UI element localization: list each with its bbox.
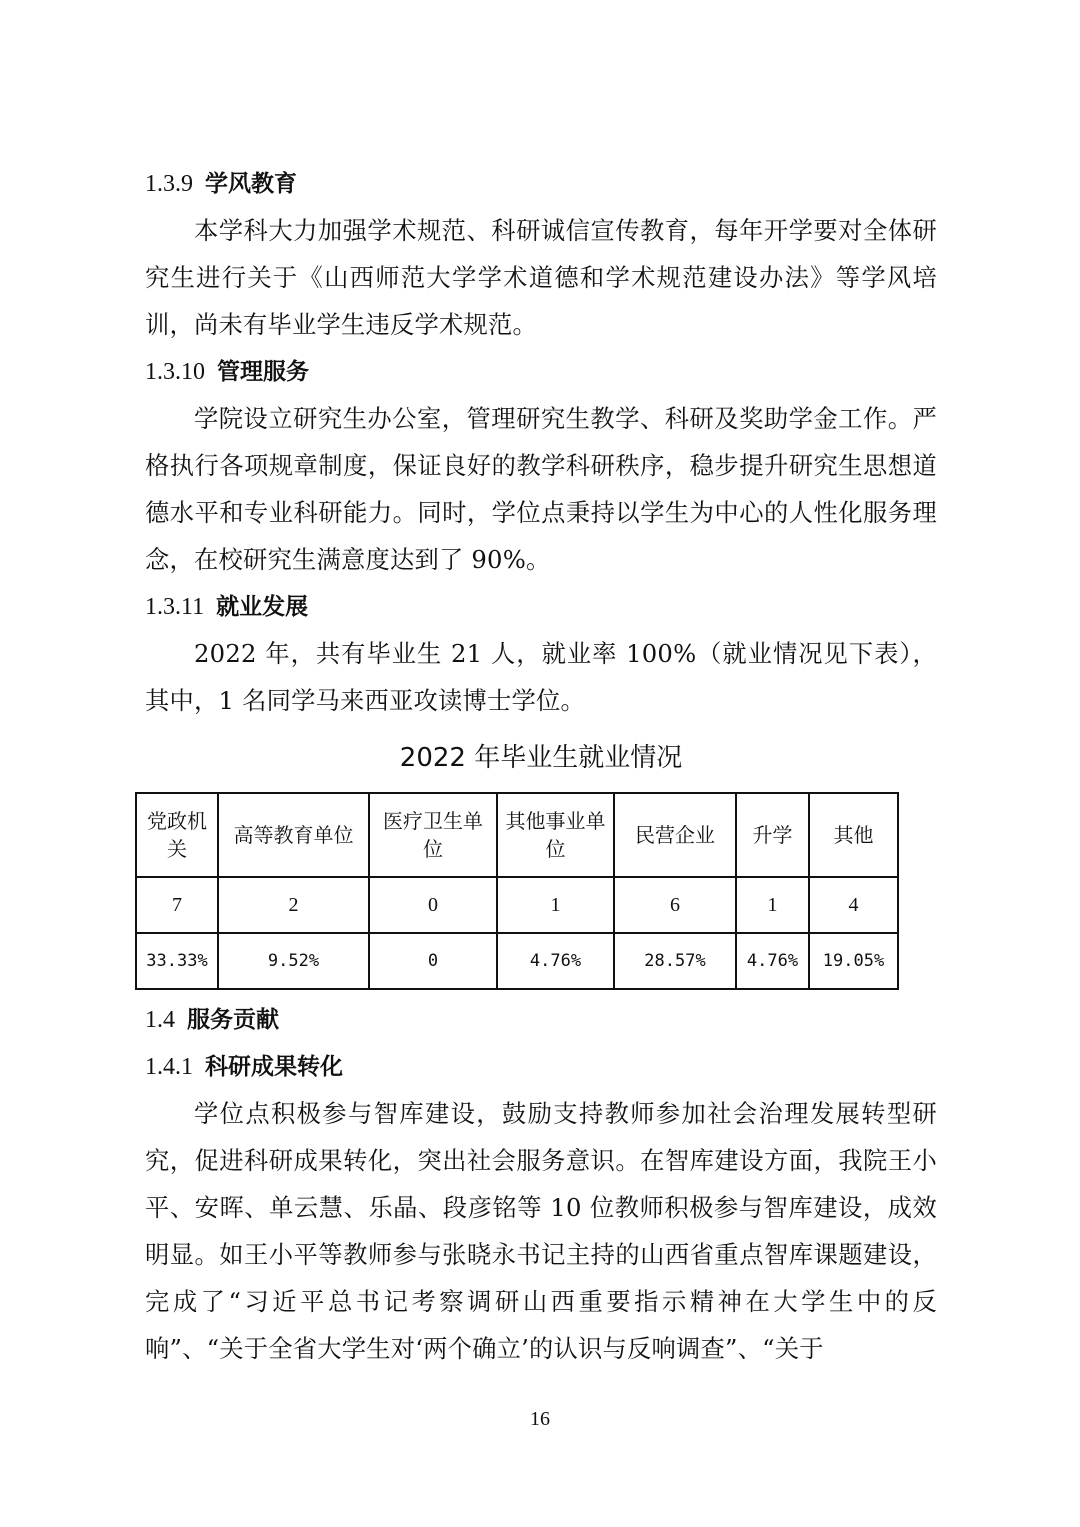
table-cell: 7	[136, 877, 218, 933]
table-header-cell: 其他事业单位	[497, 793, 614, 877]
table-header-cell: 医疗卫生单位	[369, 793, 497, 877]
table-cell: 0	[369, 933, 497, 989]
table-header-cell: 升学	[736, 793, 809, 877]
section-title: 科研成果转化	[205, 1054, 343, 1080]
section-number: 1.3.9	[145, 171, 193, 197]
section-number: 1.4.1	[145, 1054, 193, 1080]
table-header-cell: 高等教育单位	[218, 793, 369, 877]
table-cell: 1	[736, 877, 809, 933]
section-number: 1.3.11	[145, 594, 205, 620]
table-row-counts	[136, 877, 898, 933]
section-number: 1.3.10	[145, 359, 205, 385]
table-header-row	[136, 793, 898, 877]
section-heading-1-4	[145, 996, 937, 1043]
table-header-cell: 民营企业	[614, 793, 736, 877]
table-cell: 6	[614, 877, 736, 933]
section-title: 管理服务	[217, 359, 309, 385]
section-heading-1-3-9	[145, 160, 937, 207]
table-header-cell: 党政机关	[136, 793, 218, 877]
section-number: 1.4	[145, 1007, 175, 1033]
table-title: 2022 年毕业生就业情况	[399, 743, 683, 773]
table-cell: 2	[218, 877, 369, 933]
table-cell: 4.76%	[497, 933, 614, 989]
section-paragraph: 学院设立研究生办公室，管理研究生教学、科研及奖助学金工作。严格执行各项规章制度，保证良好的教学科研秩序，稳步提升研究生思想道德水平和专业科研能力。同时，学位点秉持以学生为中心的人性化服务理念，在校研究生满意度达到了 90%。	[145, 404, 937, 574]
table-row-percents	[136, 933, 898, 989]
section-heading-1-3-11	[145, 583, 937, 630]
table-cell: 1	[497, 877, 614, 933]
section-paragraph: 2022 年，共有毕业生 21 人，就业率 100%（就业情况见下表），其中，1 名同学马来西亚攻读博士学位。	[145, 639, 937, 715]
table-cell: 4	[809, 877, 898, 933]
section-heading-1-4-1	[145, 1043, 937, 1090]
section-title: 服务贡献	[187, 1007, 279, 1033]
page-number: 16	[530, 1408, 550, 1430]
table-header-cell: 其他	[809, 793, 898, 877]
section-paragraph: 本学科大力加强学术规范、科研诚信宣传教育，每年开学要对全体研究生进行关于《山西师范大学学术道德和学术规范建设办法》等学风培训，尚未有毕业学生违反学术规范。	[145, 216, 937, 339]
section-heading-1-3-10	[145, 348, 937, 395]
table-cell: 28.57%	[614, 933, 736, 989]
section-title: 就业发展	[216, 594, 309, 620]
page-content	[145, 160, 937, 1372]
table-cell: 0	[369, 877, 497, 933]
employment-table	[135, 792, 899, 990]
table-cell: 19.05%	[809, 933, 898, 989]
table-cell: 4.76%	[736, 933, 809, 989]
section-paragraph: 学位点积极参与智库建设，鼓励支持教师参加社会治理发展转型研究，促进科研成果转化，突出社会服务意识。在智库建设方面，我院王小平、安晖、单云慧、乐晶、段彦铭等 10 位教师积极参与智库建设，成效明显。如王小平等教师参与张晓永书记主持的山西省重点智库课题建设，完成了“习近平总书记考察调研山西重要指示精神在大学生中的反响”、“关于全省大学生对‘两个确立’的认识与反响调查”、“关于	[145, 1099, 937, 1363]
section-title: 学风教育	[205, 171, 297, 197]
table-cell: 9.52%	[218, 933, 369, 989]
table-cell: 33.33%	[136, 933, 218, 989]
